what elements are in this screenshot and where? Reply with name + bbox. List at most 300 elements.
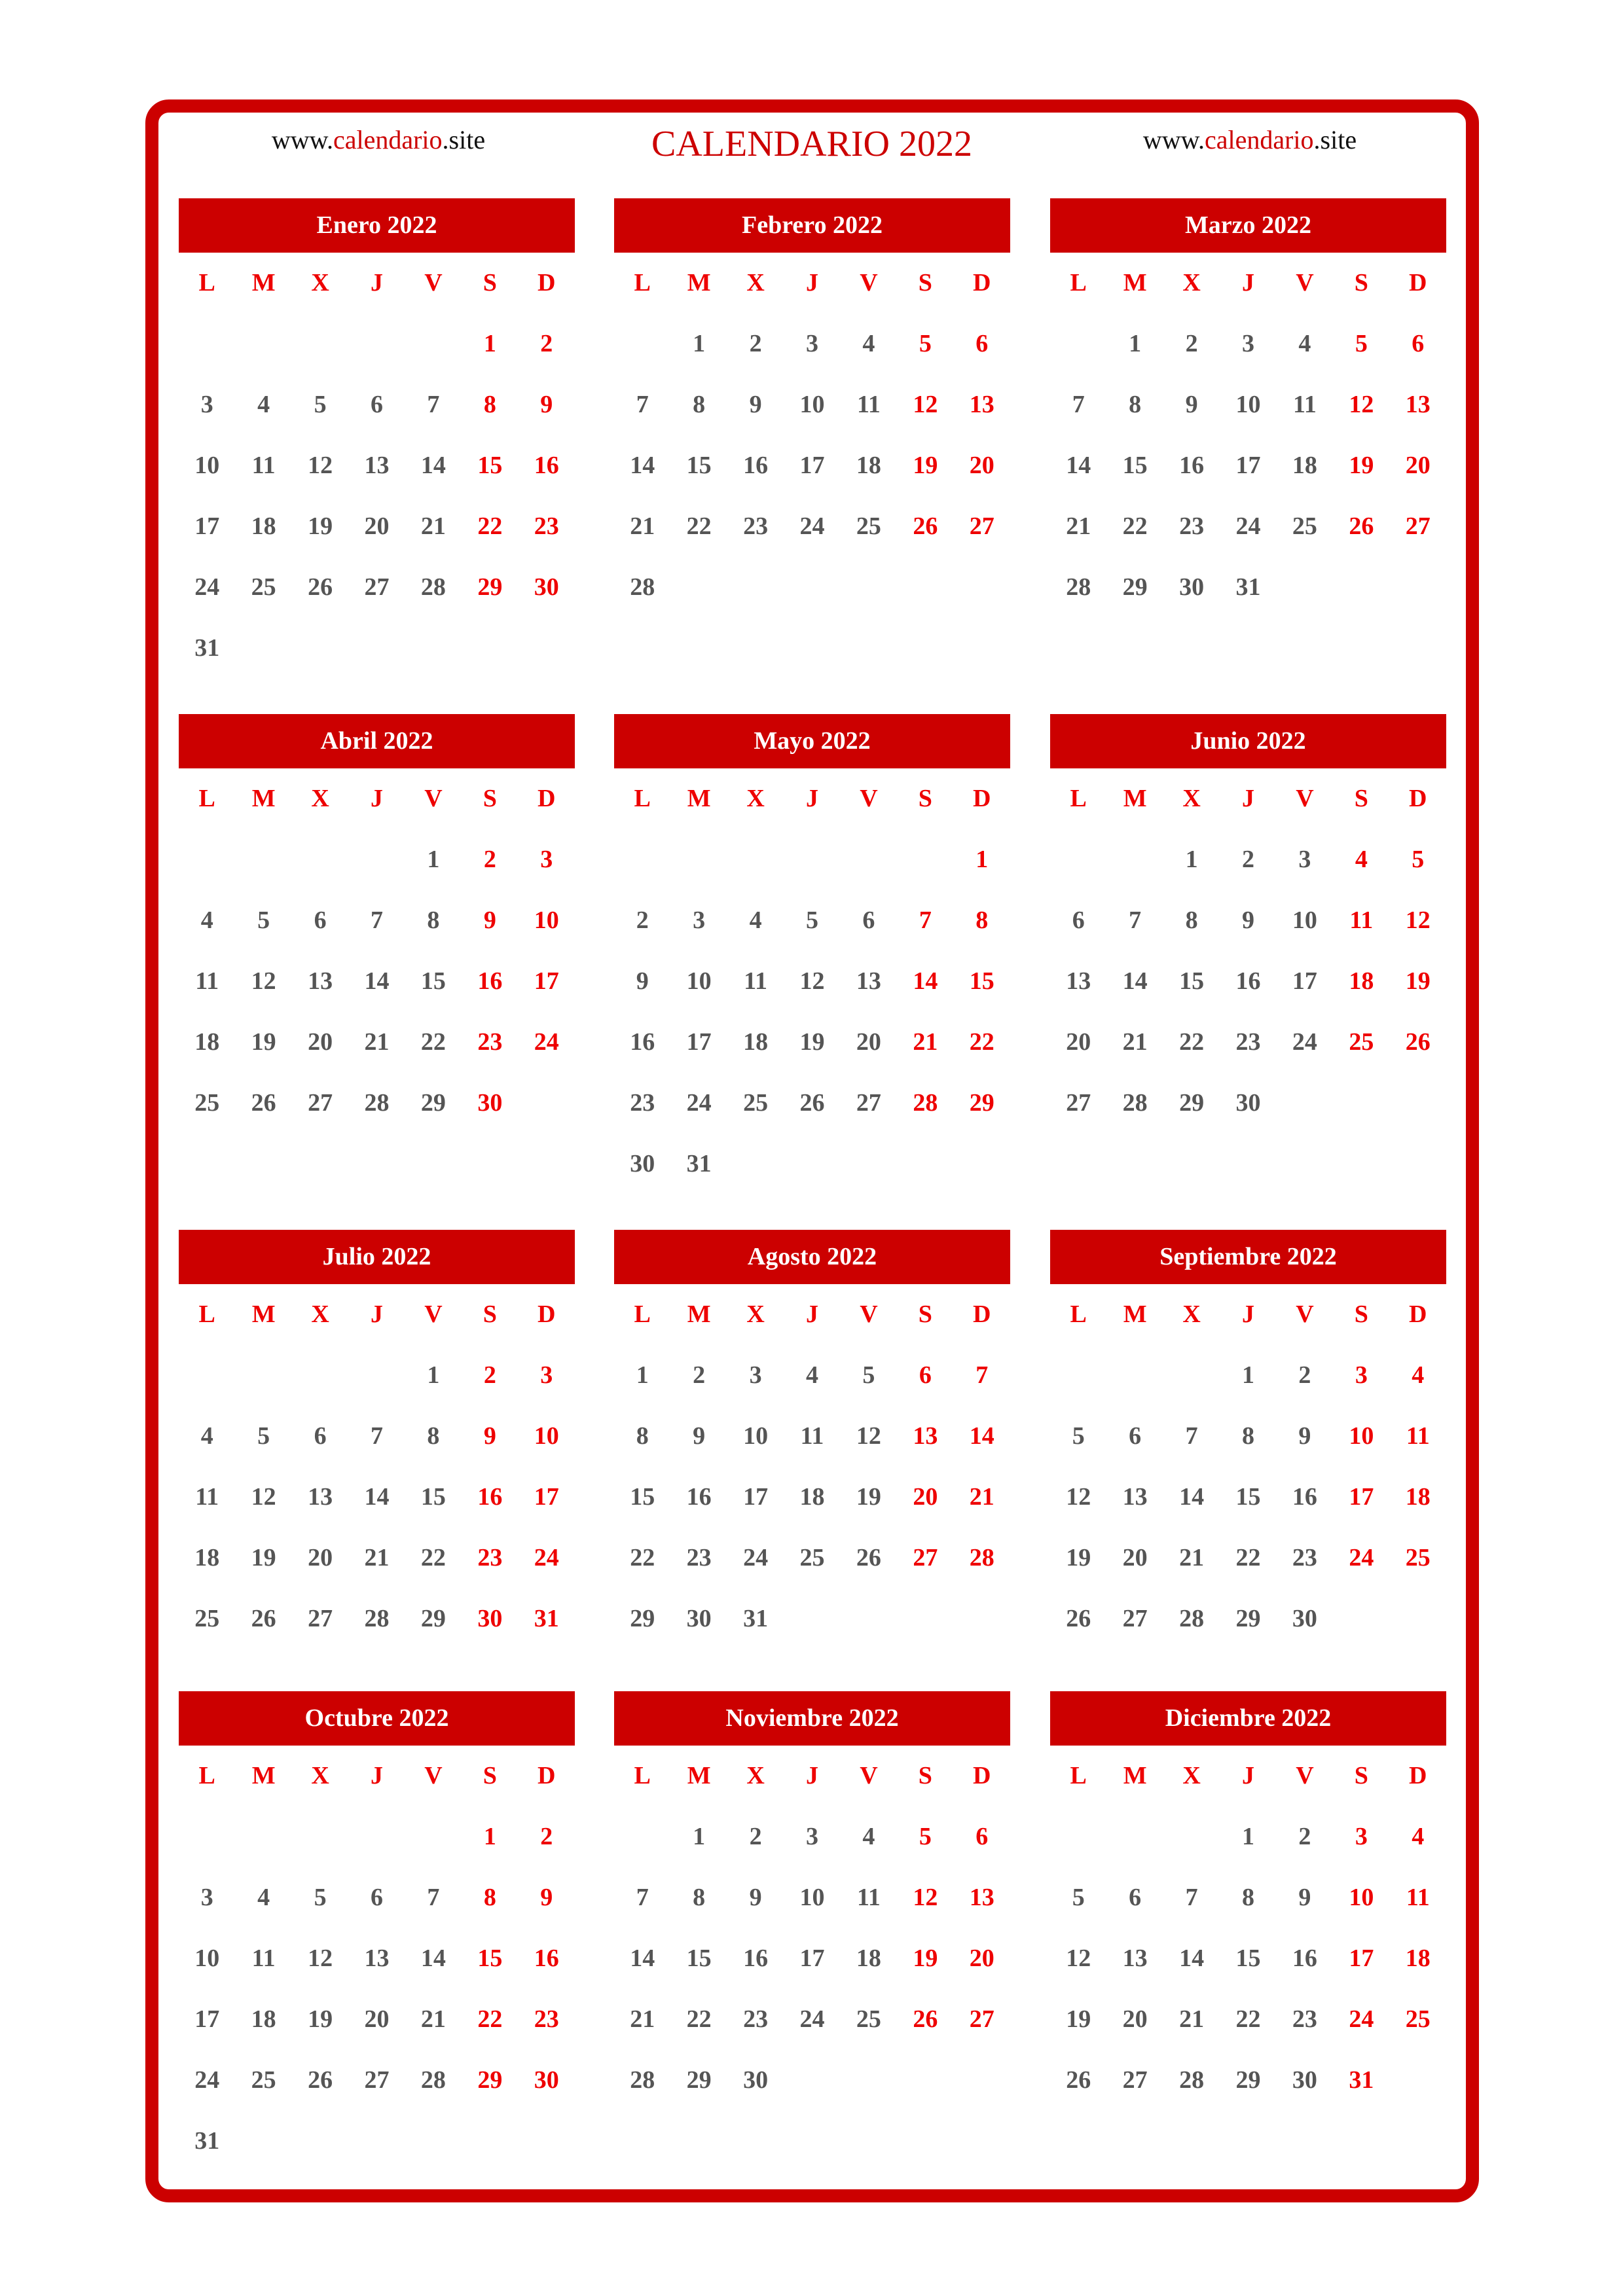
- day: 28: [630, 2066, 655, 2094]
- day: 29: [420, 1089, 446, 1117]
- weekday-label: L: [198, 1300, 215, 1328]
- weekday-label: D: [538, 1762, 556, 1789]
- weekday-label: X: [746, 269, 765, 296]
- day: 25: [856, 512, 881, 540]
- day: 26: [251, 1605, 276, 1632]
- weekday-label: V: [424, 1300, 443, 1328]
- weekend-day: 8: [483, 1884, 496, 1911]
- day: 7: [1072, 391, 1085, 418]
- weekday-label: S: [1354, 1300, 1368, 1328]
- weekday-label: V: [1296, 1300, 1314, 1328]
- weekend-day: 18: [1405, 1945, 1431, 1972]
- day: 5: [257, 1422, 270, 1450]
- weekend-day: 23: [477, 1544, 503, 1571]
- day: 12: [308, 1945, 333, 1972]
- day: 9: [1298, 1422, 1311, 1450]
- day: 8: [693, 1884, 706, 1911]
- day: 7: [370, 1422, 383, 1450]
- day: 19: [1066, 1544, 1091, 1571]
- weekday-label: J: [805, 1762, 818, 1789]
- day: 16: [686, 1483, 712, 1511]
- month-header: Mayo 2022: [614, 714, 1010, 768]
- day: 8: [427, 1422, 440, 1450]
- weekend-day: 23: [534, 512, 559, 540]
- empty-cell: [841, 829, 897, 890]
- day: 17: [194, 2005, 220, 2033]
- weekday-label: M: [687, 269, 711, 296]
- weekday-label: L: [198, 269, 215, 296]
- day: 25: [194, 1089, 220, 1117]
- month-header: Septiembre 2022: [1050, 1230, 1446, 1284]
- weekend-day: 30: [534, 2066, 559, 2094]
- empty-cell: [1163, 1345, 1220, 1406]
- month-grid: [1050, 1746, 1446, 2111]
- day: 16: [1179, 452, 1205, 479]
- page-title: CALENDARIO 2022: [651, 124, 972, 164]
- day: 5: [862, 1361, 875, 1389]
- day: 9: [1298, 1884, 1311, 1911]
- day: 19: [251, 1028, 276, 1056]
- day: 14: [630, 452, 655, 479]
- weekend-day: 21: [969, 1483, 994, 1511]
- weekday-label: V: [424, 269, 443, 296]
- empty-cell: [784, 829, 840, 890]
- site-url-left[interactable]: www.calendario.site: [271, 125, 486, 154]
- empty-cell: [292, 1806, 348, 1867]
- day: 20: [364, 2005, 390, 2033]
- day: 7: [427, 391, 440, 418]
- weekend-day: 5: [1355, 330, 1368, 357]
- weekend-day: 19: [1405, 967, 1431, 995]
- day: 19: [308, 2005, 333, 2033]
- day: 6: [1129, 1422, 1142, 1450]
- weekend-day: 24: [534, 1028, 559, 1056]
- day: 22: [1179, 1028, 1205, 1056]
- day: 4: [862, 330, 875, 357]
- weekend-day: 3: [1355, 1361, 1368, 1389]
- empty-cell: [235, 1345, 291, 1406]
- day: 25: [856, 2005, 881, 2033]
- day: 29: [1122, 573, 1148, 601]
- month-header: Noviembre 2022: [614, 1691, 1010, 1746]
- day: 22: [1122, 512, 1148, 540]
- weekend-day: 11: [1349, 906, 1374, 934]
- day: 26: [308, 573, 333, 601]
- month-grid: [179, 253, 575, 679]
- weekend-day: 24: [534, 1544, 559, 1571]
- day: 8: [693, 391, 706, 418]
- empty-cell: [292, 829, 348, 890]
- day: 27: [308, 1089, 333, 1117]
- day: 3: [200, 1884, 213, 1911]
- day: 24: [1292, 1028, 1317, 1056]
- day: 21: [1179, 2005, 1205, 2033]
- weekend-day: 11: [1406, 1422, 1430, 1450]
- day: 24: [799, 512, 825, 540]
- day: 24: [1235, 512, 1261, 540]
- day: 18: [743, 1028, 769, 1056]
- weekend-day: 30: [477, 1089, 503, 1117]
- day: 29: [686, 2066, 712, 2094]
- day: 3: [805, 330, 818, 357]
- weekend-day: 10: [534, 906, 559, 934]
- weekend-day: 25: [1405, 1544, 1431, 1571]
- day: 26: [251, 1089, 276, 1117]
- day: 28: [364, 1089, 390, 1117]
- weekend-day: 2: [483, 846, 496, 873]
- day: 18: [799, 1483, 825, 1511]
- weekend-day: 17: [534, 967, 559, 995]
- weekend-day: 20: [969, 1945, 994, 1972]
- day: 11: [856, 391, 881, 418]
- weekday-label: M: [687, 1762, 711, 1789]
- weekday-label: V: [424, 1762, 443, 1789]
- weekend-day: 18: [1349, 967, 1374, 995]
- month-grid: [179, 1284, 575, 1649]
- empty-cell: [1163, 1806, 1220, 1867]
- empty-cell: [235, 829, 291, 890]
- day: 21: [630, 512, 655, 540]
- day: 10: [686, 967, 712, 995]
- day: 10: [194, 1945, 220, 1972]
- day: 5: [1072, 1422, 1085, 1450]
- day: 21: [1122, 1028, 1148, 1056]
- day: 3: [749, 1361, 762, 1389]
- weekend-day: 1: [483, 330, 496, 357]
- day: 6: [1129, 1884, 1142, 1911]
- day: 14: [420, 452, 446, 479]
- day: 18: [251, 512, 276, 540]
- day: 16: [743, 452, 769, 479]
- day: 1: [1241, 1361, 1254, 1389]
- day: 13: [1066, 967, 1091, 995]
- day: 27: [856, 1089, 881, 1117]
- weekend-day: 22: [477, 512, 503, 540]
- day: 15: [686, 452, 712, 479]
- empty-cell: [179, 1345, 235, 1406]
- day: 1: [1129, 330, 1142, 357]
- empty-cell: [670, 829, 727, 890]
- day: 13: [308, 967, 333, 995]
- weekend-day: 16: [477, 1483, 503, 1511]
- weekend-day: 26: [913, 2005, 938, 2033]
- day: 22: [686, 2005, 712, 2033]
- weekday-label: S: [1354, 1762, 1368, 1789]
- day: 9: [693, 1422, 706, 1450]
- day: 30: [630, 1150, 655, 1177]
- weekday-label: L: [1070, 1762, 1087, 1789]
- month-block: [614, 714, 1010, 1194]
- day: 4: [862, 1823, 875, 1850]
- weekday-label: M: [687, 785, 711, 812]
- day: 25: [251, 2066, 276, 2094]
- day: 10: [799, 391, 825, 418]
- day: 9: [1185, 391, 1198, 418]
- day: 2: [636, 906, 649, 934]
- day: 6: [1072, 906, 1085, 934]
- weekday-label: D: [1409, 1300, 1427, 1328]
- weekend-day: 12: [913, 1884, 938, 1911]
- day: 28: [1066, 573, 1091, 601]
- month-header: Octubre 2022: [179, 1691, 575, 1746]
- day: 21: [364, 1028, 390, 1056]
- weekday-label: J: [370, 785, 383, 812]
- weekday-label: V: [860, 269, 878, 296]
- weekday-label: J: [370, 1762, 383, 1789]
- weekend-day: 16: [534, 452, 559, 479]
- weekend-day: 13: [969, 391, 994, 418]
- day: 5: [257, 906, 270, 934]
- day: 1: [427, 846, 440, 873]
- day: 11: [251, 1945, 276, 1972]
- weekday-label: D: [973, 785, 991, 812]
- weekday-label: L: [198, 785, 215, 812]
- weekday-label: J: [1241, 269, 1254, 296]
- empty-cell: [1050, 314, 1106, 374]
- month-header: Marzo 2022: [1050, 198, 1446, 253]
- weekday-label: M: [251, 1762, 276, 1789]
- weekday-label: L: [634, 785, 651, 812]
- day: 26: [1066, 2066, 1091, 2094]
- weekday-label: D: [538, 785, 556, 812]
- month-block: [179, 714, 575, 1134]
- day: 2: [749, 330, 762, 357]
- weekend-day: 7: [919, 906, 932, 934]
- weekend-day: 4: [1355, 846, 1368, 873]
- day: 23: [1235, 1028, 1261, 1056]
- empty-cell: [1106, 829, 1163, 890]
- month-block: [1050, 198, 1446, 618]
- month-grid: [179, 1746, 575, 2172]
- day: 10: [743, 1422, 769, 1450]
- day: 4: [749, 906, 762, 934]
- day: 19: [799, 1028, 825, 1056]
- weekday-label: S: [918, 785, 932, 812]
- weekend-day: 13: [969, 1884, 994, 1911]
- day: 27: [1122, 2066, 1148, 2094]
- day: 7: [636, 391, 649, 418]
- day: 9: [636, 967, 649, 995]
- day: 6: [370, 1884, 383, 1911]
- day: 23: [686, 1544, 712, 1571]
- weekday-label: X: [1182, 785, 1201, 812]
- weekday-label: M: [251, 785, 276, 812]
- weekday-label: S: [1354, 269, 1368, 296]
- weekend-day: 27: [969, 512, 994, 540]
- site-url-right[interactable]: www.calendario.site: [1142, 125, 1357, 154]
- month-header: Febrero 2022: [614, 198, 1010, 253]
- day: 19: [1066, 2005, 1091, 2033]
- month-grid: [614, 768, 1010, 1194]
- weekend-day: 6: [1412, 330, 1425, 357]
- empty-cell: [1106, 1345, 1163, 1406]
- weekday-label: J: [370, 269, 383, 296]
- weekend-day: 3: [1355, 1823, 1368, 1850]
- weekday-label: S: [483, 1762, 497, 1789]
- weekend-day: 1: [976, 846, 989, 873]
- day: 11: [744, 967, 768, 995]
- weekend-day: 22: [477, 2005, 503, 2033]
- weekend-day: 16: [534, 1945, 559, 1972]
- month-block: [1050, 1230, 1446, 1649]
- weekday-label: D: [973, 269, 991, 296]
- weekday-label: V: [860, 1762, 878, 1789]
- day: 7: [636, 1884, 649, 1911]
- empty-cell: [1050, 829, 1106, 890]
- day: 13: [308, 1483, 333, 1511]
- day: 11: [1292, 391, 1317, 418]
- month-header: Abril 2022: [179, 714, 575, 768]
- weekday-label: V: [1296, 1762, 1314, 1789]
- day: 30: [1235, 1089, 1261, 1117]
- weekday-label: J: [1241, 1762, 1254, 1789]
- day: 12: [1066, 1945, 1091, 1972]
- day: 20: [308, 1028, 333, 1056]
- month-header: Diciembre 2022: [1050, 1691, 1446, 1746]
- weekend-day: 30: [534, 573, 559, 601]
- day: 21: [420, 2005, 446, 2033]
- weekday-label: M: [1123, 269, 1147, 296]
- day: 6: [370, 391, 383, 418]
- weekday-label: X: [746, 1762, 765, 1789]
- weekend-day: 5: [919, 1823, 932, 1850]
- day: 22: [1235, 2005, 1261, 2033]
- weekend-day: 9: [540, 1884, 553, 1911]
- day: 16: [743, 1945, 769, 1972]
- day: 19: [308, 512, 333, 540]
- weekend-day: 22: [969, 1028, 994, 1056]
- empty-cell: [292, 1345, 348, 1406]
- day: 7: [370, 906, 383, 934]
- day: 17: [194, 512, 220, 540]
- day: 20: [364, 512, 390, 540]
- weekday-label: D: [973, 1300, 991, 1328]
- day: 8: [1241, 1884, 1254, 1911]
- empty-cell: [727, 829, 784, 890]
- day: 30: [743, 2066, 769, 2094]
- day: 2: [1298, 1361, 1311, 1389]
- day: 18: [194, 1028, 220, 1056]
- weekend-day: 27: [1405, 512, 1431, 540]
- weekday-label: J: [805, 785, 818, 812]
- day: 20: [1122, 2005, 1148, 2033]
- month-grid: [614, 1746, 1010, 2111]
- weekday-label: D: [538, 269, 556, 296]
- day: 9: [749, 391, 762, 418]
- day: 24: [194, 2066, 220, 2094]
- weekend-day: 17: [1349, 1945, 1374, 1972]
- weekend-day: 29: [969, 1089, 994, 1117]
- weekday-label: M: [1123, 785, 1147, 812]
- weekday-label: X: [311, 269, 329, 296]
- day: 12: [308, 452, 333, 479]
- day: 3: [200, 391, 213, 418]
- empty-cell: [405, 314, 462, 374]
- day: 13: [1122, 1945, 1148, 1972]
- day: 14: [364, 1483, 390, 1511]
- day: 1: [427, 1361, 440, 1389]
- weekday-label: X: [746, 785, 765, 812]
- weekday-label: M: [1123, 1762, 1147, 1789]
- weekday-label: D: [1409, 1762, 1427, 1789]
- day: 22: [630, 1544, 655, 1571]
- day: 10: [1235, 391, 1261, 418]
- empty-cell: [614, 1806, 670, 1867]
- weekday-label: J: [1241, 785, 1254, 812]
- weekday-label: L: [1070, 1300, 1087, 1328]
- day: 15: [420, 1483, 446, 1511]
- weekend-day: 7: [976, 1361, 989, 1389]
- day: 4: [200, 906, 213, 934]
- weekday-label: L: [198, 1762, 215, 1789]
- weekday-label: X: [746, 1300, 765, 1328]
- empty-cell: [897, 829, 953, 890]
- empty-cell: [235, 314, 291, 374]
- weekend-day: 10: [534, 1422, 559, 1450]
- day: 14: [420, 1945, 446, 1972]
- day: 12: [799, 967, 825, 995]
- day: 11: [195, 967, 219, 995]
- day: 28: [420, 573, 446, 601]
- weekday-label: X: [1182, 1762, 1201, 1789]
- day: 25: [743, 1089, 769, 1117]
- weekend-day: 17: [534, 1483, 559, 1511]
- day: 25: [251, 573, 276, 601]
- month-block: [1050, 1691, 1446, 2111]
- day: 3: [805, 1823, 818, 1850]
- empty-cell: [348, 829, 405, 890]
- day: 6: [314, 906, 327, 934]
- day: 12: [251, 1483, 276, 1511]
- month-grid: [1050, 1284, 1446, 1649]
- weekday-label: V: [424, 785, 443, 812]
- weekend-day: 19: [913, 1945, 938, 1972]
- empty-cell: [1050, 1345, 1106, 1406]
- empty-cell: [405, 1806, 462, 1867]
- day: 14: [1179, 1945, 1205, 1972]
- day: 12: [1066, 1483, 1091, 1511]
- weekday-label: J: [370, 1300, 383, 1328]
- day: 8: [427, 906, 440, 934]
- weekday-label: S: [918, 1300, 932, 1328]
- day: 14: [630, 1945, 655, 1972]
- day: 11: [195, 1483, 219, 1511]
- weekend-day: 14: [913, 967, 938, 995]
- weekend-day: 15: [477, 1945, 503, 1972]
- empty-cell: [292, 314, 348, 374]
- month-header: Julio 2022: [179, 1230, 575, 1284]
- empty-cell: [235, 1806, 291, 1867]
- weekday-label: X: [311, 785, 329, 812]
- day: 18: [856, 1945, 881, 1972]
- day: 2: [693, 1361, 706, 1389]
- day: 31: [686, 1150, 712, 1177]
- day: 17: [1235, 452, 1261, 479]
- month-block: [614, 1230, 1010, 1649]
- weekend-day: 2: [483, 1361, 496, 1389]
- day: 27: [1066, 1089, 1091, 1117]
- weekday-label: L: [634, 1762, 651, 1789]
- weekend-day: 9: [483, 906, 496, 934]
- weekend-day: 31: [1349, 2066, 1374, 2094]
- weekend-day: 28: [969, 1544, 994, 1571]
- day: 19: [251, 1544, 276, 1571]
- day: 10: [1292, 906, 1317, 934]
- weekend-day: 24: [1349, 1544, 1374, 1571]
- day: 3: [1241, 330, 1254, 357]
- weekend-day: 31: [534, 1605, 559, 1632]
- day: 23: [743, 2005, 769, 2033]
